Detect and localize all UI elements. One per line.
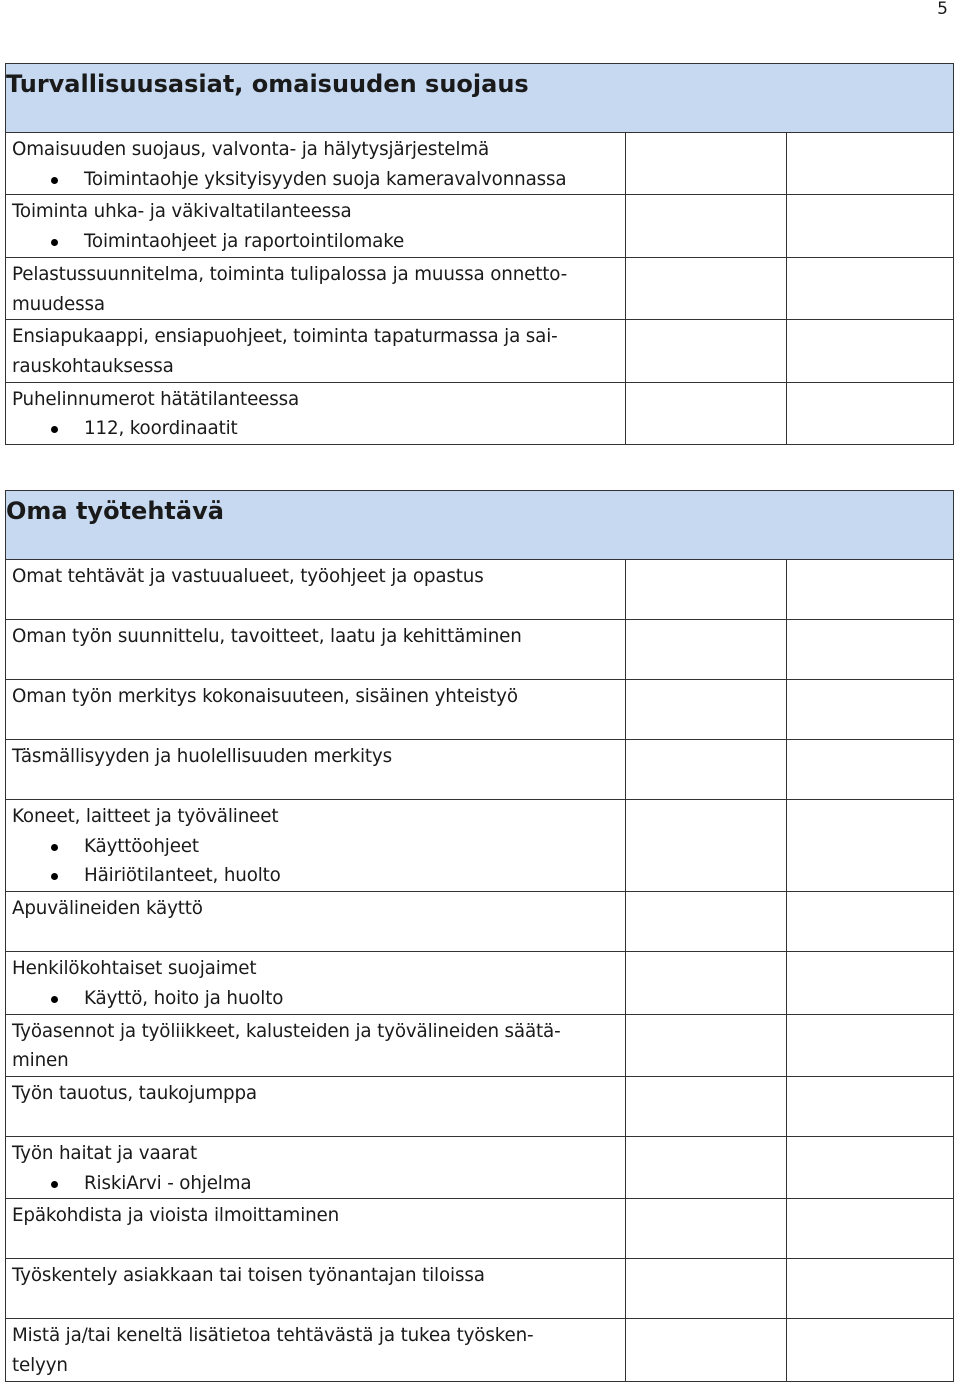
check-cell-1[interactable] — [626, 1199, 787, 1259]
topic-text: Puhelinnumerot hätätilanteessa — [12, 388, 300, 410]
topic-text: Oman työn suunnittelu, tavoitteet, laatu ja kehittäminen — [12, 626, 522, 647]
topic-text: Työn haitat ja vaarat — [12, 1142, 197, 1164]
checklist-row — [6, 195, 954, 257]
topic-cell — [6, 382, 626, 444]
bullet-item: Häiriötilanteet, huolto — [12, 861, 617, 891]
check-cell-2[interactable] — [787, 320, 954, 382]
check-cell-2[interactable] — [787, 892, 954, 952]
topic-text: Täsmällisyyden ja huolellisuuden merkitys — [12, 746, 392, 767]
topic-text: Henkilökohtaiset suojaimet — [12, 958, 257, 980]
check-cell-2[interactable] — [787, 1259, 954, 1319]
topic-cell — [6, 320, 626, 382]
topic-text: Toiminta uhka- ja väkivaltatilanteessa — [12, 201, 352, 223]
check-cell-2[interactable] — [787, 195, 954, 257]
topic-cell — [6, 892, 626, 952]
topic-text: Koneet, laitteet ja työvälineet — [12, 806, 279, 827]
checklist-row — [6, 1136, 954, 1198]
topic-text: telyyn — [12, 1355, 68, 1377]
section-title: Turvallisuusasiat, omaisuuden suojaus — [6, 70, 529, 98]
topic-text: Työn tauotus, taukojumppa — [12, 1082, 257, 1104]
check-cell-1[interactable] — [626, 257, 787, 319]
checklist-row — [6, 1259, 954, 1319]
section-title: Oma työtehtävä — [6, 497, 224, 525]
checklist-row — [6, 320, 954, 382]
check-cell-1[interactable] — [626, 800, 787, 892]
topic-text: minen — [12, 1050, 69, 1072]
check-cell-1[interactable] — [626, 195, 787, 257]
section-header-row — [6, 491, 954, 560]
checklist-row — [6, 1076, 954, 1136]
check-cell-2[interactable] — [787, 740, 954, 800]
check-cell-1[interactable] — [626, 320, 787, 382]
check-cell-2[interactable] — [787, 620, 954, 680]
check-cell-1[interactable] — [626, 1076, 787, 1136]
check-cell-2[interactable] — [787, 1076, 954, 1136]
checklist-row — [6, 560, 954, 620]
checklist-row — [6, 680, 954, 740]
checklist-row — [6, 952, 954, 1014]
topic-cell — [6, 257, 626, 319]
bullet-item: Käyttö, hoito ja huolto — [12, 984, 617, 1014]
check-cell-2[interactable] — [787, 560, 954, 620]
check-cell-1[interactable] — [626, 1136, 787, 1198]
check-cell-2[interactable] — [787, 1319, 954, 1381]
topic-cell — [6, 952, 626, 1014]
topic-text: Työasennot ja työliikkeet, kalusteiden ja työvälineiden säätä- — [12, 1020, 561, 1042]
check-cell-1[interactable] — [626, 740, 787, 800]
checklist-row — [6, 1319, 954, 1381]
bullet-item: Käyttöohjeet — [12, 832, 617, 862]
topic-text: Työskentely asiakkaan tai toisen työnantajan tiloissa — [12, 1265, 485, 1287]
bullet-item: Toimintaohjeet ja raportointilomake — [12, 227, 617, 257]
topic-cell — [6, 620, 626, 680]
page-number: 5 — [937, 0, 948, 19]
checklist-row — [6, 892, 954, 952]
checklist-row — [6, 620, 954, 680]
section-header — [6, 64, 954, 133]
checklist-row — [6, 800, 954, 892]
topic-text: rauskohtauksessa — [12, 355, 174, 377]
check-cell-2[interactable] — [787, 1014, 954, 1076]
section-header-row — [6, 64, 954, 133]
bullet-item: Toimintaohje yksityisyyden suoja kameravalvonnassa — [12, 165, 617, 195]
check-cell-1[interactable] — [626, 1259, 787, 1319]
topic-cell — [6, 195, 626, 257]
checklist-row — [6, 1014, 954, 1076]
check-cell-1[interactable] — [626, 133, 787, 195]
topic-text: Ensiapukaappi, ensiapuohjeet, toiminta tapaturmassa ja sai- — [12, 326, 558, 348]
topic-cell — [6, 740, 626, 800]
topic-text: Epäkohdista ja vioista ilmoittaminen — [12, 1205, 340, 1227]
topic-cell — [6, 560, 626, 620]
check-cell-2[interactable] — [787, 952, 954, 1014]
topic-cell — [6, 680, 626, 740]
checklist-row — [6, 133, 954, 195]
check-cell-1[interactable] — [626, 560, 787, 620]
topic-cell — [6, 1076, 626, 1136]
checklist-table-own-task — [5, 490, 954, 1382]
check-cell-1[interactable] — [626, 382, 787, 444]
bullet-item: 112, koordinaatit — [12, 414, 617, 444]
bullet-item: RiskiArvi - ohjelma — [12, 1169, 617, 1199]
topic-text: Oman työn merkitys kokonaisuuteen, sisäinen yhteistyö — [12, 686, 518, 707]
checklist-row — [6, 257, 954, 319]
check-cell-1[interactable] — [626, 1319, 787, 1381]
topic-cell — [6, 1014, 626, 1076]
section-header — [6, 491, 954, 560]
checklist-row — [6, 1199, 954, 1259]
checklist-row — [6, 382, 954, 444]
check-cell-2[interactable] — [787, 1199, 954, 1259]
check-cell-2[interactable] — [787, 680, 954, 740]
topic-cell — [6, 1199, 626, 1259]
topic-cell — [6, 800, 626, 892]
topic-text: Omaisuuden suojaus, valvonta- ja hälytysjärjestelmä — [12, 139, 489, 160]
check-cell-1[interactable] — [626, 952, 787, 1014]
check-cell-2[interactable] — [787, 133, 954, 195]
topic-text: Mistä ja/tai keneltä lisätietoa tehtävästä ja tukea työsken- — [12, 1325, 534, 1347]
topic-cell — [6, 1319, 626, 1381]
topic-text: Omat tehtävät ja vastuualueet, työohjeet ja opastus — [12, 566, 484, 587]
check-cell-2[interactable] — [787, 382, 954, 444]
check-cell-2[interactable] — [787, 1136, 954, 1198]
check-cell-2[interactable] — [787, 257, 954, 319]
checklist-table-safety — [5, 63, 954, 445]
check-cell-1[interactable] — [626, 892, 787, 952]
topic-text: muudessa — [12, 293, 105, 315]
check-cell-1[interactable] — [626, 680, 787, 740]
checklist-row — [6, 740, 954, 800]
topic-text: Pelastussuunnitelma, toiminta tulipalossa ja muussa onnetto- — [12, 263, 568, 285]
check-cell-1[interactable] — [626, 1014, 787, 1076]
topic-cell — [6, 1259, 626, 1319]
topic-text: Apuvälineiden käyttö — [12, 898, 203, 920]
topic-cell — [6, 133, 626, 195]
topic-cell — [6, 1136, 626, 1198]
check-cell-1[interactable] — [626, 620, 787, 680]
check-cell-2[interactable] — [787, 800, 954, 892]
